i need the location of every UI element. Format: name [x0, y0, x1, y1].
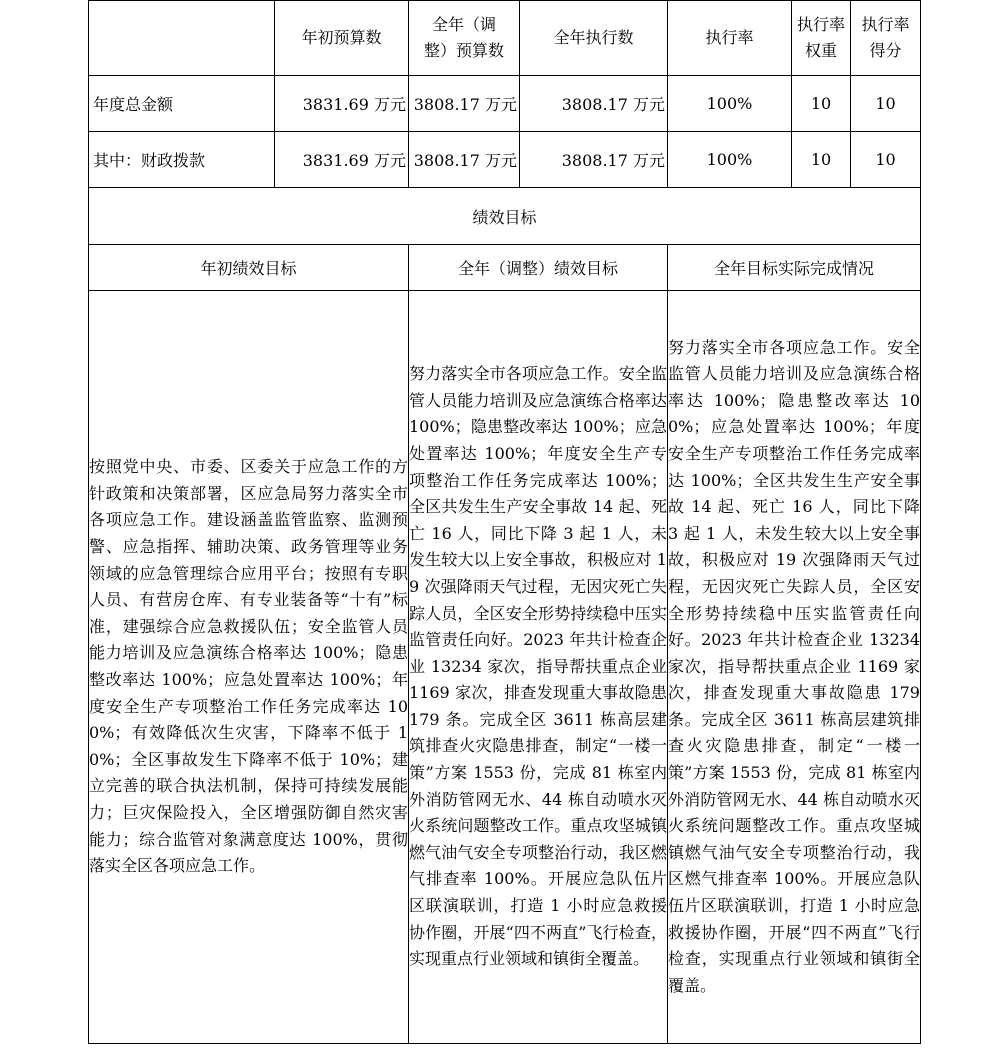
- header-rate-score: [851, 1, 921, 76]
- header-adjusted-budget-line1: 全年（调: [431, 15, 496, 34]
- header-execution-rate: 执行率: [668, 1, 792, 76]
- initial-budget-value: 3831.69 万元: [275, 132, 409, 188]
- header-rate-weight: [792, 1, 851, 76]
- header-adjusted-budget: [409, 1, 520, 76]
- execution-rate-value: 100%: [668, 76, 792, 132]
- adjusted-budget-value: 3808.17 万元: [409, 132, 520, 188]
- goals-header-initial: 年初绩效目标: [89, 245, 409, 291]
- executed-value: 3808.17 万元: [520, 76, 668, 132]
- goals-header-adjusted: 全年（调整）绩效目标: [409, 245, 668, 291]
- header-initial-budget: 年初预算数: [275, 1, 409, 76]
- goals-actual-cell: [668, 291, 921, 1044]
- goals-initial-text: 按照党中央、市委、区委关于应急工作的方针政策和决策部署，区应急局努力落实全市各项应急工作。建设涵盖监管监察、监测预警、应急指挥、辅助决策、政务管理等业务领域的应急管理综合应用平台；按照有专职人员、有营房仓库、有专业装备等“十有”标准，建强综合应急救援队伍；安全监管人员能力培训及应急演练合格率达 100%；隐患整改率达 100%；应急处置率达 100%；年度安全生产专项整治工作任务完成率达 100%；有效降低次生灾害，下降率不低于 10%；全区事故发生下降率不低于 10%；建立完善的联合执法机制，保持可持续发展能力；巨灾保险投入，全区增强防御自然灾害能力；综合监管对象满意度达 100%，贯彻落实全区各项应急工作。: [89, 457, 408, 876]
- rate-weight-value: 10: [792, 132, 851, 188]
- performance-table: [88, 0, 921, 1044]
- header-row: [89, 1, 921, 76]
- table-row: [89, 132, 921, 188]
- row-label: 年度总金额: [89, 76, 275, 132]
- goals-adjusted-text: 努力落实全市各项应急工作。安全监管人员能力培训及应急演练合格率达 100%；隐患整改率达 100%；应急处置率达 100%；年度安全生产专项整治工作任务完成率达 100%；全区共发生生产安全事故 14 起、死亡 16 人，同比下降 3 起 1 人，未发生较大以上安全事故，积极应对 19 次强降雨天气过程，无因灾死亡失踪人员，全区安全形势持续稳中压实监管责任向好。2023 年共计检查企业 13234 家次，指导帮扶重点企业 1169 家次，排查发现重大事故隐患 179 条。完成全区 3611 栋高层建筑排查火灾隐患排查，制定“一楼一策”方案 1553 份，完成 81 栋室内外消防管网无水、44 栋自动喷水灭火系统问题整改工作。重点攻坚城镇燃气油气安全专项整治行动，我区燃气排查率 100%。开展应急队伍片区联演联训，打造 1 小时应急救援协作圈，开展“四不两直”飞行检查，实现重点行业领域和镇街全覆盖。: [409, 364, 667, 969]
- goals-body-row: [89, 291, 921, 1044]
- initial-budget-value: 3831.69 万元: [275, 76, 409, 132]
- executed-value: 3808.17 万元: [520, 132, 668, 188]
- goals-title: 绩效目标: [89, 188, 921, 245]
- goals-initial-cell: [89, 291, 409, 1044]
- header-rate-score-line2: 得分: [869, 41, 902, 60]
- goals-adjusted-cell: [409, 291, 668, 1044]
- header-empty-cell: [89, 1, 275, 76]
- goals-header-actual: 全年目标实际完成情况: [668, 245, 921, 291]
- header-rate-weight-line1: 执行率: [796, 15, 845, 34]
- rate-weight-value: 10: [792, 76, 851, 132]
- header-adjusted-budget-line2: 整）预算数: [423, 41, 504, 60]
- table-row: [89, 76, 921, 132]
- goals-actual-text: 努力落实全市各项应急工作。安全监管人员能力培训及应急演练合格率达 100%；隐患整改率达 100%；应急处置率达 100%；年度安全生产专项整治工作任务完成率达 100%；全区共发生生产安全事故 14 起、死亡 16 人，同比下降 3 起 1 人，未发生较大以上安全事故，积极应对 19 次强降雨天气过程，无因灾死亡失踪人员，全区安全形势持续稳中压实监管责任向好。2023 年共计检查企业 13234 家次，指导帮扶重点企业 1169 家次，排查发现重大事故隐患 179 条。完成全区 3611 栋高层建筑排查火灾隐患排查，制定“一楼一策”方案 1553 份，完成 81 栋室内外消防管网无水、44 栋自动喷水灭火系统问题整改工作。重点攻坚城镇燃气油气安全专项整治行动，我区燃气排查率 100%。开展应急队伍片区联演联训，打造 1 小时应急救援协作圈，开展“四不两直”飞行检查，实现重点行业领域和镇街全覆盖。: [668, 337, 920, 995]
- goals-header-row: [89, 245, 921, 291]
- row-label: 其中：财政拨款: [89, 132, 275, 188]
- rate-score-value: 10: [851, 132, 921, 188]
- execution-rate-value: 100%: [668, 132, 792, 188]
- adjusted-budget-value: 3808.17 万元: [409, 76, 520, 132]
- header-rate-score-line1: 执行率: [861, 15, 910, 34]
- rate-score-value: 10: [851, 76, 921, 132]
- header-executed: 全年执行数: [520, 1, 668, 76]
- goals-title-row: [89, 188, 921, 245]
- header-rate-weight-line2: 权重: [804, 41, 837, 60]
